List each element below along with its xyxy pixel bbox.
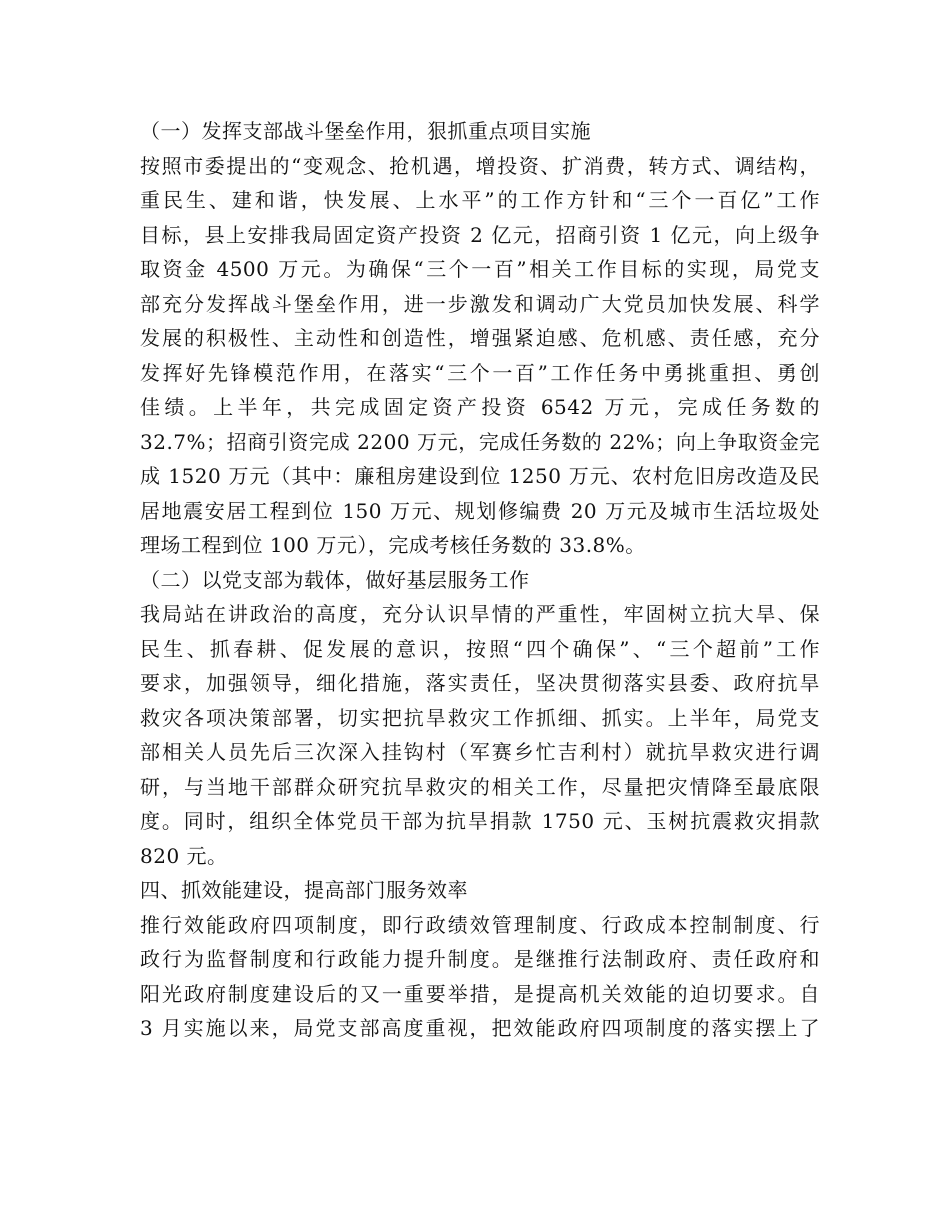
paragraph-line: 研，与当地干部群众研究抗旱救灾的相关工作，尽量把灾情降至最底限	[140, 774, 820, 799]
paragraph-line: 要求，加强领导，细化措施，落实责任，坚决贯彻落实县委、政府抗旱	[140, 671, 820, 695]
paragraph-line: 度。同时，组织全体党员干部为抗旱捐款 1750 元、玉树抗震救灾捐款	[140, 809, 820, 833]
paragraph-line: 政行为监督制度和行政能力提升制度。是继推行法制政府、责任政府和	[140, 947, 820, 971]
paragraph-last-line: 理场工程到位 100 万元），完成考核任务数的 33.8%。	[140, 533, 646, 557]
paragraph-line: 部充分发挥战斗堡垒作用，进一步激发和调动广大党员加快发展、科学	[140, 291, 820, 316]
document-body	[140, 114, 820, 1046]
paragraph-line: 取资金 4500 万元。为确保“三个一百”相关工作目标的实现，局党支	[140, 257, 820, 281]
paragraph-line: 推行效能政府四项制度，即行政绩效管理制度、行政成本控制制度、行	[140, 912, 820, 937]
paragraph-line: 3 月实施以来，局党支部高度重视，把效能政府四项制度的落实摆上了	[140, 1016, 820, 1040]
paragraph-line: 32.7%；招商引资完成 2200 万元，完成任务数的 22%；向上争取资金完	[140, 429, 820, 454]
paragraph-line: 民生、抓春耕、促发展的意识，按照“四个确保”、“三个超前”工作	[140, 636, 820, 661]
section-heading: 四、抓效能建设，提高部门服务效率	[140, 878, 468, 902]
section-heading: （一）发挥支部战斗堡垒作用，狠抓重点项目实施	[140, 119, 591, 143]
paragraph-line: 按照市委提出的“变观念、抢机遇，增投资、扩消费，转方式、调结构，	[140, 153, 820, 178]
paragraph-line: 部相关人员先后三次深入挂钩村（军赛乡忙吉利村）就抗旱救灾进行调	[140, 740, 820, 764]
section-heading: （二）以党支部为载体，做好基层服务工作	[140, 567, 530, 592]
paragraph-line: 居地震安居工程到位 150 万元、规划修编费 20 万元及城市生活垃圾处	[140, 498, 820, 523]
paragraph-line: 发展的积极性、主动性和创造性，增强紧迫感、危机感、责任感，充分	[140, 326, 820, 350]
paragraph-line: 我局站在讲政治的高度，充分认识旱情的严重性，牢固树立抗大旱、保	[140, 602, 820, 626]
paragraph-line: 成 1520 万元（其中：廉租房建设到位 1250 万元、农村危旧房改造及民	[140, 464, 820, 488]
paragraph-line: 重民生、建和谐，快发展、上水平”的工作方针和“三个一百亿”工作	[140, 188, 820, 212]
paragraph-last-line: 820 元。	[140, 843, 228, 868]
paragraph-line: 救灾各项决策部署，切实把抗旱救灾工作抓细、抓实。上半年，局党支	[140, 705, 820, 730]
paragraph-line: 目标，县上安排我局固定资产投资 2 亿元，招商引资 1 亿元，向上级争	[140, 222, 820, 247]
paragraph-line: 佳绩。上半年，共完成固定资产投资 6542 万元，完成任务数的	[140, 395, 820, 419]
paragraph-line: 阳光政府制度建设后的又一重要举措，是提高机关效能的迫切要求。自	[140, 981, 820, 1006]
paragraph-line: 发挥好先锋模范作用，在落实“三个一百”工作任务中勇挑重担、勇创	[140, 360, 820, 385]
